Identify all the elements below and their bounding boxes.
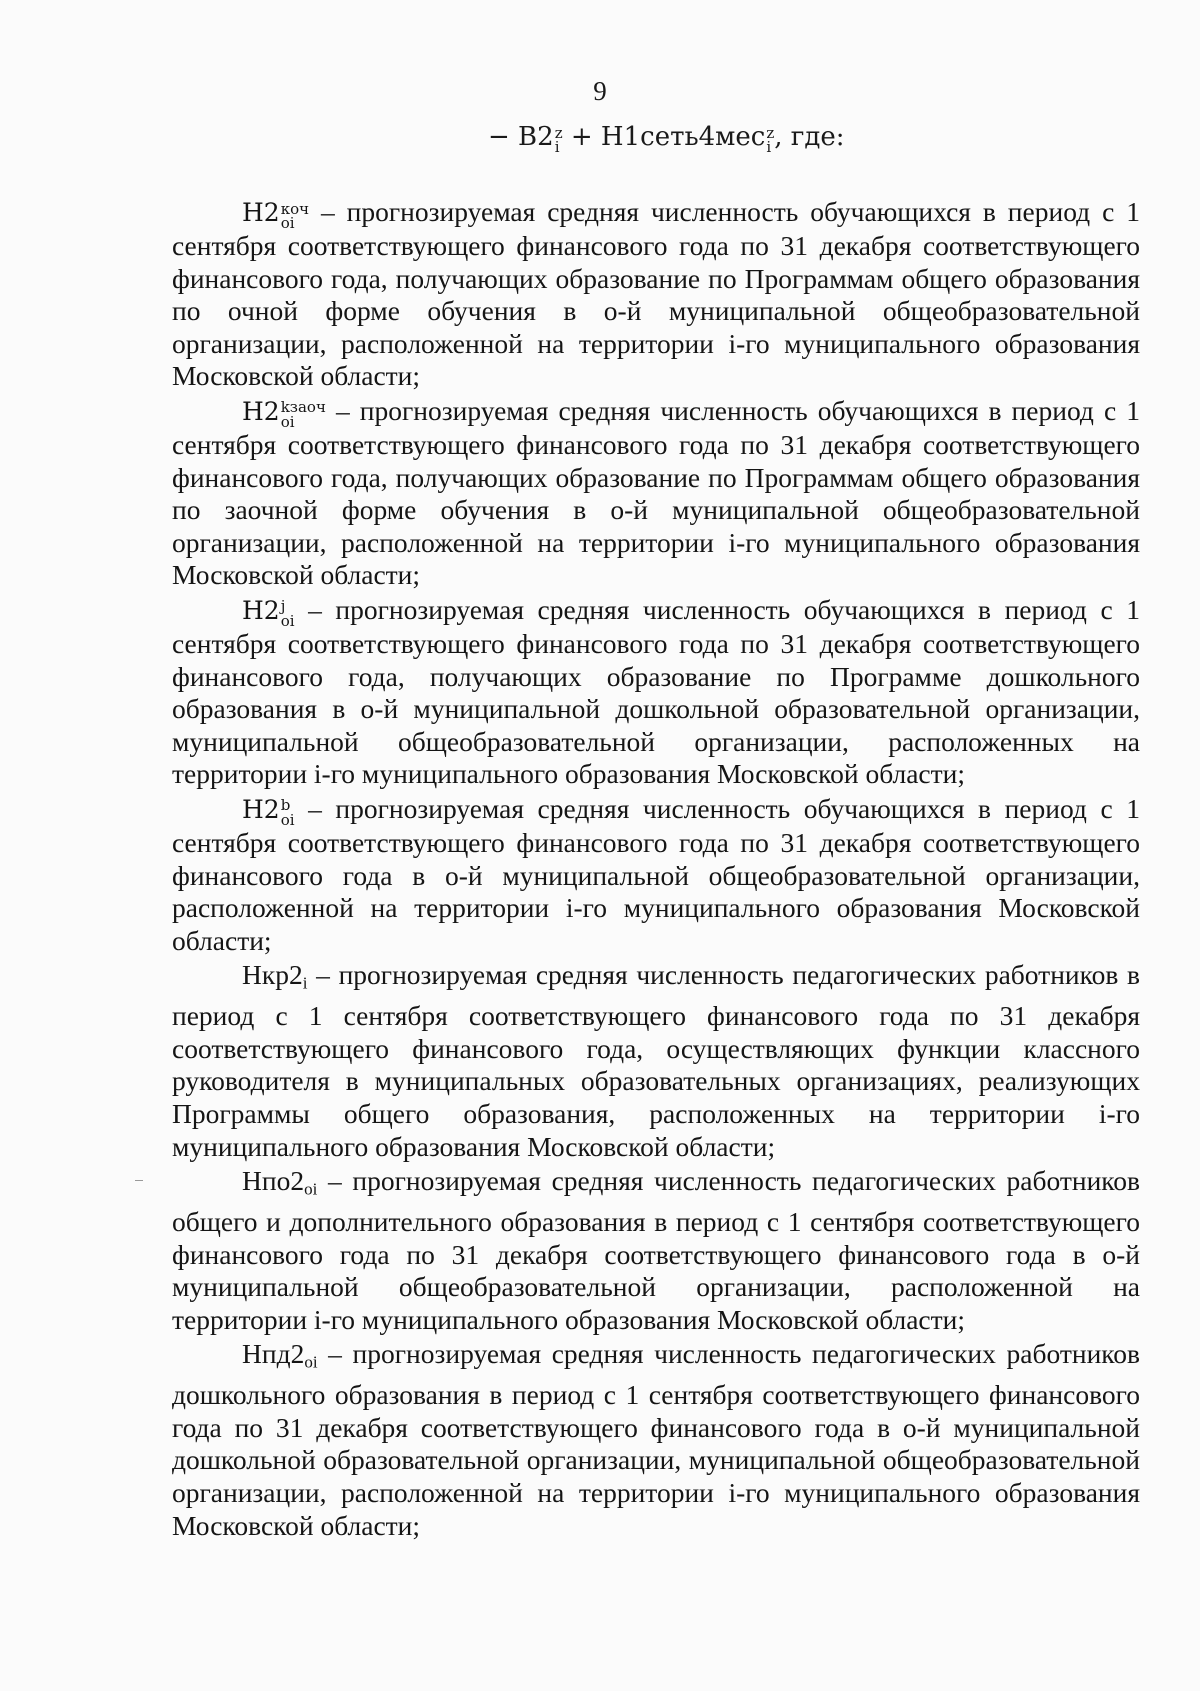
variable-symbol: H2 коч oi	[242, 198, 310, 232]
variable-symbol: H2 j oi	[242, 595, 295, 630]
definition-npd2	[172, 1338, 1140, 1542]
definition-npo2	[172, 1165, 1140, 1336]
definition-h2-b	[172, 793, 1140, 957]
definition-nkr2	[172, 959, 1140, 1163]
definitions-list	[172, 196, 1140, 1544]
formula-h1: + H1сеть4мес	[562, 122, 766, 152]
definition-text: – прогнозируемая средняя численность обучающихся в период с 1 сентября соответствующего финансового года по 31 декабря соответствующего финансового года, получающих образование по Программам общего образования по очной форме обучения в о-й муниципальной общеобразовательной организации, расположенной на территории i-го муниципального образования Московской области;	[172, 196, 1140, 392]
variable-symbol: $Нкр2_i$	[242, 959, 308, 993]
formula-b2-indices: z i	[554, 123, 563, 156]
variable-symbol: H2 b oi	[242, 794, 295, 829]
definition-text: – прогнозируемая средняя численность педагогических работников дошкольного образования в период с 1 сентября соответствующего финансового года по 31 декабря соответствующего финансового года в о-й муниципальной дошкольной образовательной организации, муниципальной общеобразовательной организации, расположенной на территории i-го муниципального образования Московской области;	[172, 1338, 1140, 1541]
definition-h2-j	[172, 594, 1140, 791]
formula-tail: , где:	[774, 122, 845, 152]
variable-symbol: $Нпо2_{oi}$	[242, 1165, 318, 1199]
margin-mark	[135, 1180, 143, 1181]
definition-h2-koch	[172, 196, 1140, 393]
definition-text: – прогнозируемая средняя численность педагогических работников общего и дополнительного образования в период с 1 сентября соответствующего финансового года по 31 декабря соответствующего финансового года в о-й муниципальной общеобразовательной организации, расположенной на территории i-го муниципального образования Московской области;	[172, 1165, 1140, 1335]
definition-h2-kzaoch	[172, 395, 1140, 592]
variable-symbol: H2 kзаоч oi	[242, 396, 326, 431]
page-number: 9	[593, 76, 607, 106]
formula-b2: − B2	[488, 122, 554, 152]
definition-text: – прогнозируемая средняя численность обучающихся в период с 1 сентября соответствующего финансового года по 31 декабря соответствующего финансового года в о-й муниципальной общеобразовательной организации, расположенной на территории i-го муниципального образования Московской области;	[172, 792, 1140, 956]
definition-text: – прогнозируемая средняя численность обучающихся в период с 1 сентября соответствующего финансового года по 31 декабря соответствующего финансового года, получающих образование по Программе дошкольного образования в о-й муниципальной дошкольной образовательной организации, муниципальной общеобразовательной организации, расположенных на территории i-го муниципального образования Московской области;	[172, 593, 1140, 790]
formula-continuation	[488, 122, 845, 154]
definition-text: – прогнозируемая средняя численность обучающихся в период с 1 сентября соответствующего финансового года по 31 декабря соответствующего финансового года, получающих образование по Программам общего образования по заочной форме обучения в о-й муниципальной общеобразовательной организации, расположенной на территории i-го муниципального образования Московской области;	[172, 394, 1140, 591]
variable-symbol: $Нпд2_{oi}$	[242, 1338, 318, 1372]
formula-h1-indices: z i	[766, 123, 775, 156]
definition-text: – прогнозируемая средняя численность педагогических работников в период с 1 сентября соответствующего финансового года по 31 декабря соответствующего финансового года, осуществляющих функции классного руководителя в муниципальных образовательных организациях, реализующих Программы общего образования, расположенных на территории i-го муниципального образования Московской области;	[172, 959, 1140, 1162]
